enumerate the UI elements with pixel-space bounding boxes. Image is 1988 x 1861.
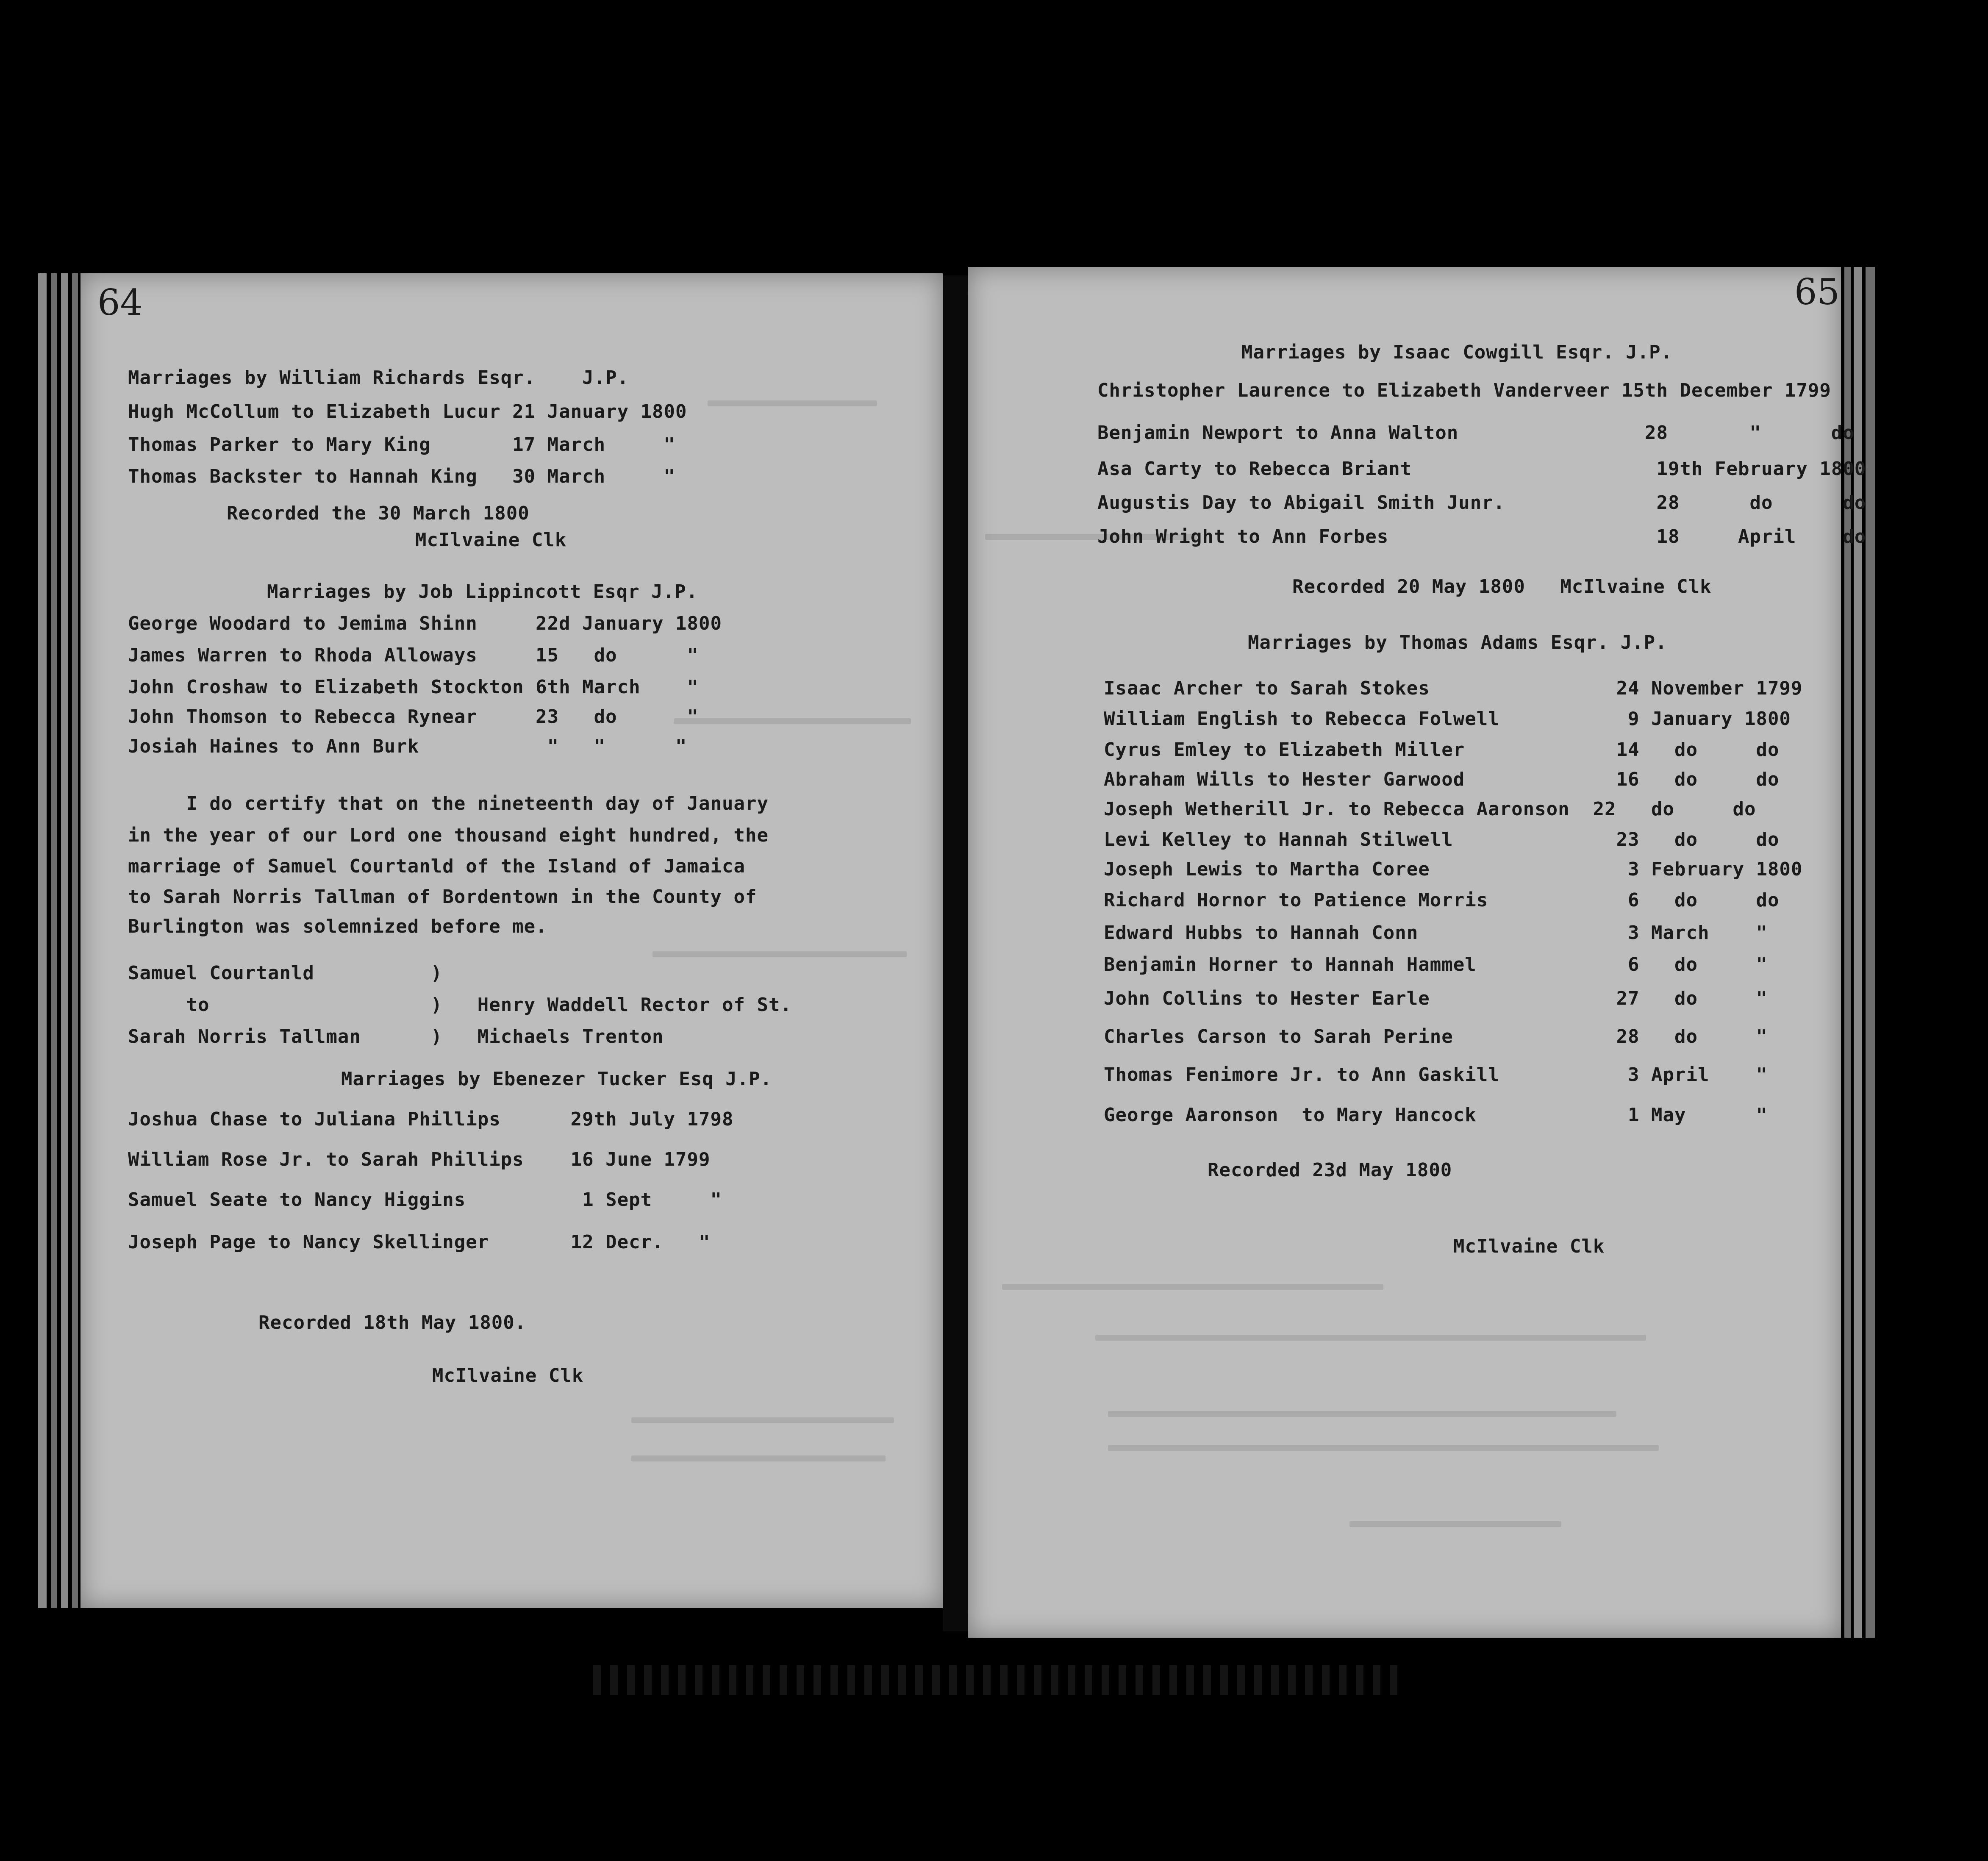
marriage-entry: Asa Carty to Rebecca Briant 19th February 1800 (1097, 458, 1866, 480)
marriage-entry: Augustis Day to Abigail Smith Junr. 28 do do (1097, 492, 1866, 514)
marriage-entry: Joshua Chase to Juliana Phillips 29th July 1798 (128, 1108, 734, 1130)
page-edge (1866, 267, 1875, 1638)
marriage-entry: James Warren to Rhoda Alloways 15 do " (128, 644, 699, 666)
certificate-text: Burlington was solemnized before me. (128, 916, 547, 937)
marriage-entry: William English to Rebecca Folwell 9 January 1800 (1104, 708, 1791, 730)
marriage-entry: Cyrus Emley to Elizabeth Miller 14 do do (1104, 739, 1780, 761)
bleed-through (674, 718, 911, 724)
marriage-entry: Richard Hornor to Patience Morris 6 do do (1104, 889, 1780, 911)
page-number: 64 (97, 282, 143, 323)
marriage-entry: Josiah Haines to Ann Burk " " " (128, 736, 687, 757)
page-edge (61, 273, 68, 1608)
marriage-entry: Joseph Wetherill Jr. to Rebecca Aaronson 22 do do (1104, 798, 1756, 820)
bleed-through (1108, 1411, 1616, 1417)
bleed-through (1002, 1284, 1383, 1290)
clerk-signature: McIlvaine Clk (432, 1365, 584, 1386)
signature-block: Samuel Courtanld ) (128, 962, 443, 984)
marriage-entry: John Wright to Ann Forbes 18 April do (1097, 526, 1866, 547)
marriage-entry: Thomas Fenimore Jr. to Ann Gaskill 3 April " (1104, 1064, 1768, 1086)
page-edge (72, 273, 78, 1608)
book-gutter (943, 275, 968, 1631)
right-page (968, 267, 1866, 1638)
section-heading: Marriages by Job Lippincott Esqr J.P. (267, 581, 698, 603)
marriage-entry: Isaac Archer to Sarah Stokes 24 November 1799 (1104, 678, 1803, 699)
section-heading: Marriages by Thomas Adams Esqr. J.P. (1248, 632, 1667, 653)
marriage-entry: Benjamin Newport to Anna Walton 28 " do (1097, 422, 1855, 444)
marriage-entry: Levi Kelley to Hannah Stilwell 23 do do (1104, 829, 1780, 850)
bleed-through (1108, 1445, 1659, 1451)
scan-artifact (593, 1665, 1398, 1695)
marriage-entry: Benjamin Horner to Hannah Hammel 6 do " (1104, 954, 1768, 975)
marriage-entry: Christopher Laurence to Elizabeth Vanderveer 15th December 1799 (1097, 380, 1831, 401)
bleed-through (708, 400, 877, 406)
certificate-text: to Sarah Norris Tallman of Bordentown in the County of (128, 886, 757, 908)
page-number: 65 (1794, 271, 1840, 313)
clerk-signature: McIlvaine Clk (1453, 1236, 1605, 1257)
recorded-line: Recorded 20 May 1800 McIlvaine Clk (1292, 576, 1712, 597)
page-edge (51, 273, 57, 1608)
recorded-line: Recorded 23d May 1800 (1208, 1159, 1452, 1181)
left-page (81, 273, 943, 1608)
marriage-entry: John Collins to Hester Earle 27 do " (1104, 988, 1768, 1009)
certificate-text: I do certify that on the nineteenth day of January (128, 793, 769, 814)
section-heading: Marriages by William Richards Esqr. J.P. (128, 367, 629, 389)
marriage-entry: Charles Carson to Sarah Perine 28 do " (1104, 1026, 1768, 1047)
marriage-entry: Abraham Wills to Hester Garwood 16 do do (1104, 769, 1780, 790)
certificate-text: in the year of our Lord one thousand eight hundred, the (128, 825, 769, 846)
marriage-entry: Joseph Page to Nancy Skellinger 12 Decr. " (128, 1231, 711, 1253)
signature-block: Sarah Norris Tallman ) Michaels Trenton (128, 1026, 664, 1047)
marriage-entry: Thomas Parker to Mary King 17 March " (128, 434, 676, 456)
marriage-entry: Hugh McCollum to Elizabeth Lucur 21 January 1800 (128, 401, 687, 422)
marriage-entry: George Woodard to Jemima Shinn 22d January 1800 (128, 613, 722, 634)
section-heading: Marriages by Ebenezer Tucker Esq J.P. (341, 1068, 772, 1090)
marriage-entry: Edward Hubbs to Hannah Conn 3 March " (1104, 922, 1768, 944)
recorded-line: Recorded the 30 March 1800 (227, 503, 530, 524)
marriage-entry: Joseph Lewis to Martha Coree 3 February 1800 (1104, 858, 1803, 880)
marriage-entry: Samuel Seate to Nancy Higgins 1 Sept " (128, 1189, 722, 1211)
marriage-entry: Thomas Backster to Hannah King 30 March " (128, 466, 676, 487)
bleed-through (631, 1417, 894, 1423)
certificate-text: marriage of Samuel Courtanld of the Island of Jamaica (128, 856, 745, 877)
bleed-through (631, 1455, 886, 1461)
marriage-entry: John Thomson to Rebecca Rynear 23 do " (128, 706, 699, 728)
clerk-signature: McIlvaine Clk (415, 529, 567, 551)
section-heading: Marriages by Isaac Cowgill Esqr. J.P. (1241, 342, 1673, 363)
page-edge (38, 273, 47, 1608)
recorded-line: Recorded 18th May 1800. (258, 1312, 527, 1333)
marriage-entry: John Croshaw to Elizabeth Stockton 6th March " (128, 676, 699, 698)
bleed-through (652, 951, 907, 957)
bleed-through (1349, 1521, 1561, 1527)
signature-block: to ) Henry Waddell Rector of St. (128, 994, 792, 1016)
marriage-entry: George Aaronson to Mary Hancock 1 May " (1104, 1104, 1768, 1126)
marriage-entry: William Rose Jr. to Sarah Phillips 16 June 1799 (128, 1149, 711, 1170)
bleed-through (1095, 1335, 1646, 1341)
